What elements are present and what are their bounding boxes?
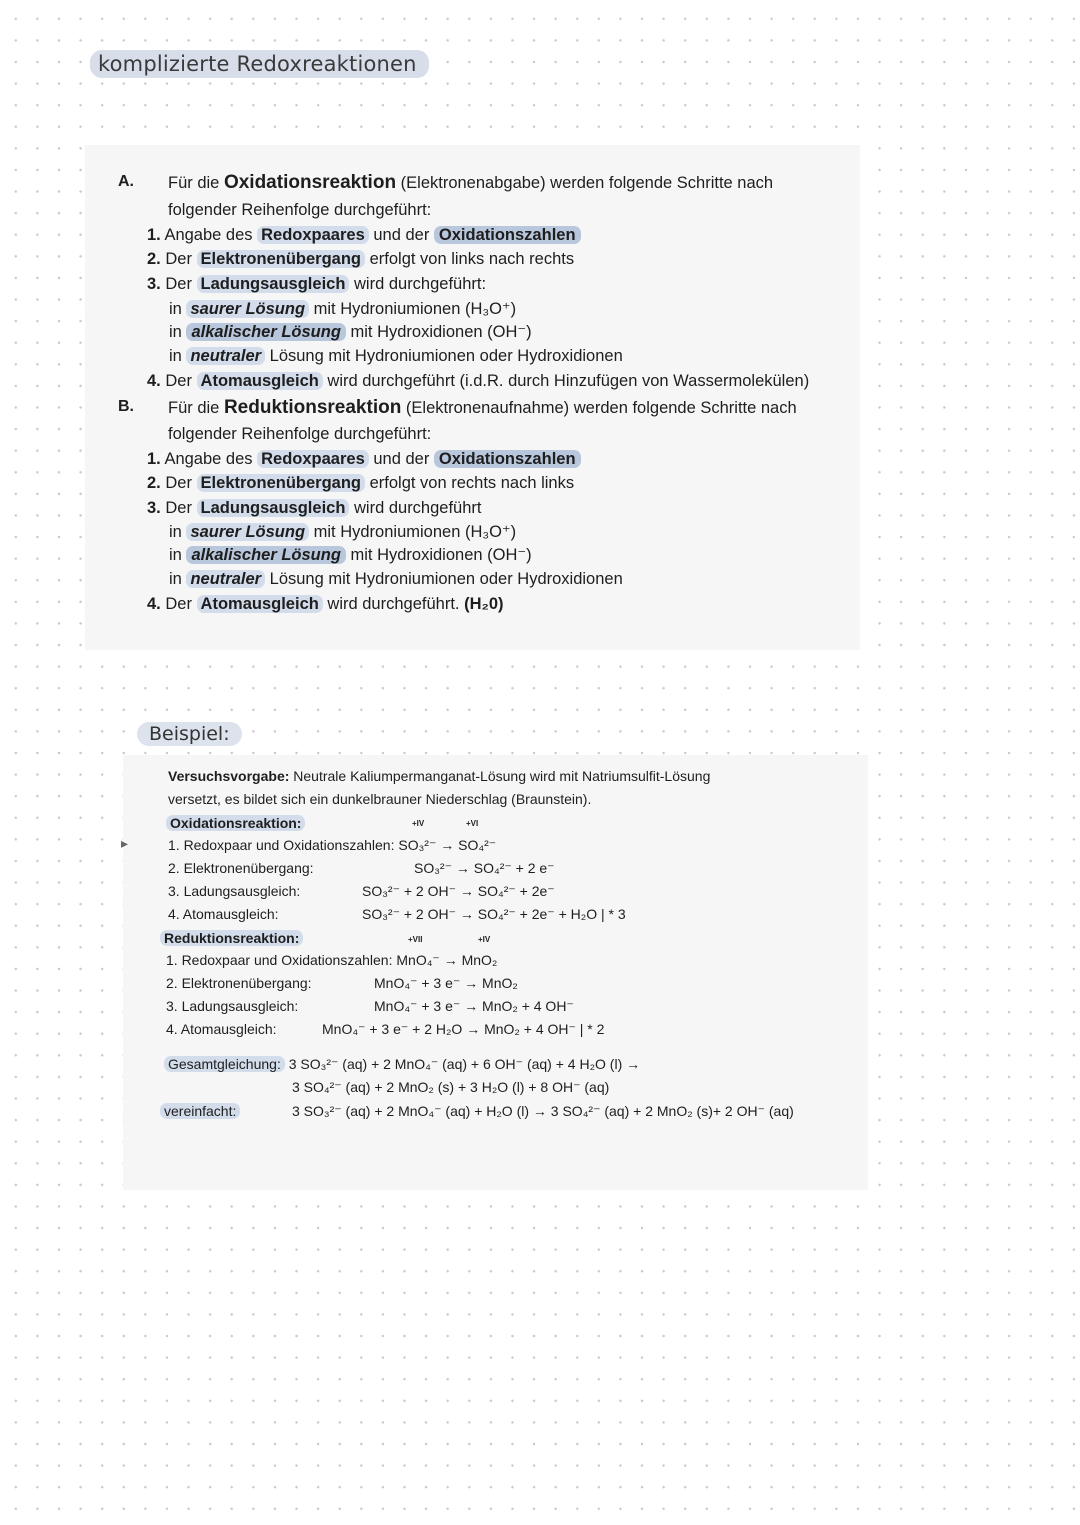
simplified-label: vereinfacht:: [160, 1102, 240, 1121]
margin-mark: ▸: [121, 835, 129, 851]
section-b-step-3: 3. Der Ladungsausgleich wird durchgeführt: [147, 499, 482, 517]
reduction-heading: Reduktionsreaktion:: [160, 929, 303, 948]
page-title: komplizierte Redoxreaktionen: [90, 50, 429, 78]
ox-step-1: 1. Redoxpaar und Oxidationszahlen: SO₃²⁻ → SO₄²⁻: [168, 837, 497, 853]
ox-step-4-eq: SO₃²⁻ + 2 OH⁻ → SO₄²⁻ + 2e⁻ + H₂O | * 3: [362, 906, 626, 922]
section-a-step-3: 3. Der Ladungsausgleich wird durchgeführt:: [147, 275, 487, 293]
section-b-letter: B.: [118, 398, 134, 415]
red-step-3-eq: MnO₄⁻ + 3 e⁻ → MnO₂ + 4 OH⁻: [374, 998, 574, 1014]
section-a-acid: in saurer Lösung mit Hydroniumionen (H₃O⁺): [169, 300, 517, 318]
ox-number-2: +VI: [466, 819, 479, 828]
red-step-1: 1. Redoxpaar und Oxidationszahlen: MnO₄⁻ → MnO₂: [166, 952, 498, 968]
section-b-step-4: 4. Der Atomausgleich wird durchgeführt. (H₂0): [147, 595, 504, 613]
section-a-letter: A.: [118, 173, 134, 190]
red-step-2-label: 2. Elektronenübergang:: [166, 975, 312, 991]
ox-step-2-label: 2. Elektronenübergang:: [168, 860, 314, 876]
setup-line: Versuchsvorgabe: Neutrale Kaliumpermanganat-Lösung wird mit Natriumsulfit-Lösung: [168, 768, 711, 784]
total-equation-line2: 3 SO₄²⁻ (aq) + 2 MnO₂ (s) + 3 H₂O (l) + 8 OH⁻ (aq): [292, 1079, 610, 1095]
setup-line2: versetzt, es bildet sich ein dunkelbrauner Niederschlag (Braunstein).: [168, 791, 592, 807]
section-b-neutral: in neutraler Lösung mit Hydroniumionen oder Hydroxidionen: [169, 570, 623, 588]
example-label: Beispiel:: [137, 722, 242, 746]
red-step-4-label: 4. Atomausgleich:: [166, 1021, 277, 1037]
section-b-step-1: 1. Angabe des Redoxpaares und der Oxidationszahlen: [147, 448, 581, 470]
reduction-keyword: Reduktionsreaktion: [223, 397, 402, 418]
section-a-neutral: in neutraler Lösung mit Hydroniumionen oder Hydroxidionen: [169, 347, 623, 365]
ox-step-3-label: 3. Ladungsausgleich:: [168, 883, 301, 899]
oxidation-keyword: Oxidationsreaktion: [223, 172, 397, 193]
ox-step-2-eq: SO₃²⁻ → SO₄²⁻ + 2 e⁻: [414, 860, 555, 876]
section-a-intro-line2: folgender Reihenfolge durchgeführt:: [168, 201, 432, 219]
oxidation-heading: Oxidationsreaktion:: [166, 814, 305, 833]
section-b-intro: Für die Reduktionsreaktion (Elektronenaufnahme) werden folgende Schritte nach: [168, 397, 797, 418]
ox-number-1: +IV: [412, 819, 425, 828]
total-equation-line1: Gesamtgleichung: 3 SO₃²⁻ (aq) + 2 MnO₄⁻ (aq) + 6 OH⁻ (aq) + 4 H₂O (l) →: [164, 1055, 640, 1074]
red-step-4-eq: MnO₄⁻ + 3 e⁻ + 2 H₂O → MnO₂ + 4 OH⁻ | * 2: [322, 1021, 605, 1037]
section-a-step-1: 1. Angabe des Redoxpaares und der Oxidationszahlen: [147, 224, 581, 246]
section-b-intro-line2: folgender Reihenfolge durchgeführt:: [168, 425, 432, 443]
simplified-equation: 3 SO₃²⁻ (aq) + 2 MnO₄⁻ (aq) + H₂O (l) → 3 SO₄²⁻ (aq) + 2 MnO₂ (s)+ 2 OH⁻ (aq): [292, 1103, 794, 1119]
ox-step-4-label: 4. Atomausgleich:: [168, 906, 279, 922]
ox-step-3-eq: SO₃²⁻ + 2 OH⁻ → SO₄²⁻ + 2e⁻: [362, 883, 555, 899]
section-a-step-2: 2. Der Elektronenübergang erfolgt von links nach rechts: [147, 250, 575, 268]
red-number-2: +IV: [478, 935, 491, 944]
section-a-alkaline: in alkalischer Lösung mit Hydroxidionen (OH⁻): [169, 323, 532, 341]
section-a-step-4: 4. Der Atomausgleich wird durchgeführt (i.d.R. durch Hinzufügen von Wassermolekülen): [147, 372, 810, 390]
red-step-3-label: 3. Ladungsausgleich:: [166, 998, 299, 1014]
red-step-2-eq: MnO₄⁻ + 3 e⁻ → MnO₂: [374, 975, 518, 991]
red-number-1: +VII: [408, 935, 423, 944]
section-b-alkaline: in alkalischer Lösung mit Hydroxidionen (OH⁻): [169, 546, 532, 564]
section-a-intro: Für die Oxidationsreaktion (Elektronenabgabe) werden folgende Schritte nach: [168, 172, 774, 193]
section-b-acid: in saurer Lösung mit Hydroniumionen (H₃O⁺): [169, 523, 517, 541]
section-b-step-2: 2. Der Elektronenübergang erfolgt von rechts nach links: [147, 474, 575, 492]
